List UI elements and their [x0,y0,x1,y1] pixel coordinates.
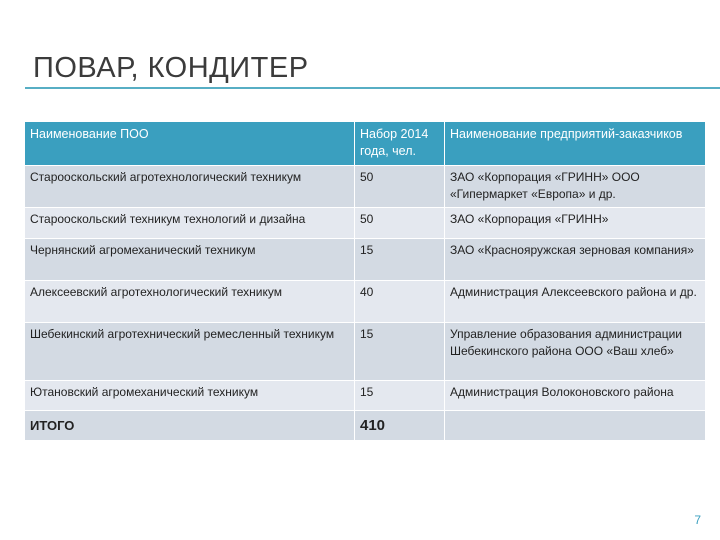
institution-cell: Старооскольский техникум технологий и дизайна [25,208,355,239]
enrollment-cell: 50 [355,166,445,208]
page-number: 7 [694,513,701,527]
table-row [25,381,706,411]
title-underline [25,87,720,89]
total-value: 410 [355,411,445,441]
employers-cell: ЗАО «Краснояружская зерновая компания» [445,239,706,281]
enrollment-cell: 15 [355,381,445,411]
institution-cell: Алексеевский агротехнологический техникум [25,281,355,323]
employers-cell: Администрация Алексеевского района и др. [445,281,706,323]
table-header-row [25,122,706,166]
institution-cell: Чернянский агромеханический техникум [25,239,355,281]
slide-title: ПОВАР, КОНДИТЕР [33,52,309,84]
total-label: ИТОГО [25,411,355,441]
institution-cell: Шебекинский агротехнический ремесленный техникум [25,323,355,381]
total-row [25,411,706,441]
table-row [25,281,706,323]
table-row [25,208,706,239]
enrollment-cell: 15 [355,239,445,281]
table-row [25,239,706,281]
enrollment-cell: 15 [355,323,445,381]
enrollment-cell: 50 [355,208,445,239]
enrollment-table [24,121,706,441]
institution-cell: Ютановский агромеханический техникум [25,381,355,411]
institution-cell: Старооскольский агротехнологический техникум [25,166,355,208]
employers-cell: ЗАО «Корпорация «ГРИНН» ООО «Гипермаркет «Европа» и др. [445,166,706,208]
table-row [25,323,706,381]
header-employers: Наименование предприятий-заказчиков [445,122,706,166]
employers-cell: ЗАО «Корпорация «ГРИНН» [445,208,706,239]
enrollment-cell: 40 [355,281,445,323]
table-row [25,166,706,208]
header-enrollment: Набор 2014 года, чел. [355,122,445,166]
employers-cell: Управление образования администрации Шебекинского района ООО «Ваш хлеб» [445,323,706,381]
total-employers-cell [445,411,706,441]
employers-cell: Администрация Волоконовского района [445,381,706,411]
header-institution: Наименование ПОО [25,122,355,166]
